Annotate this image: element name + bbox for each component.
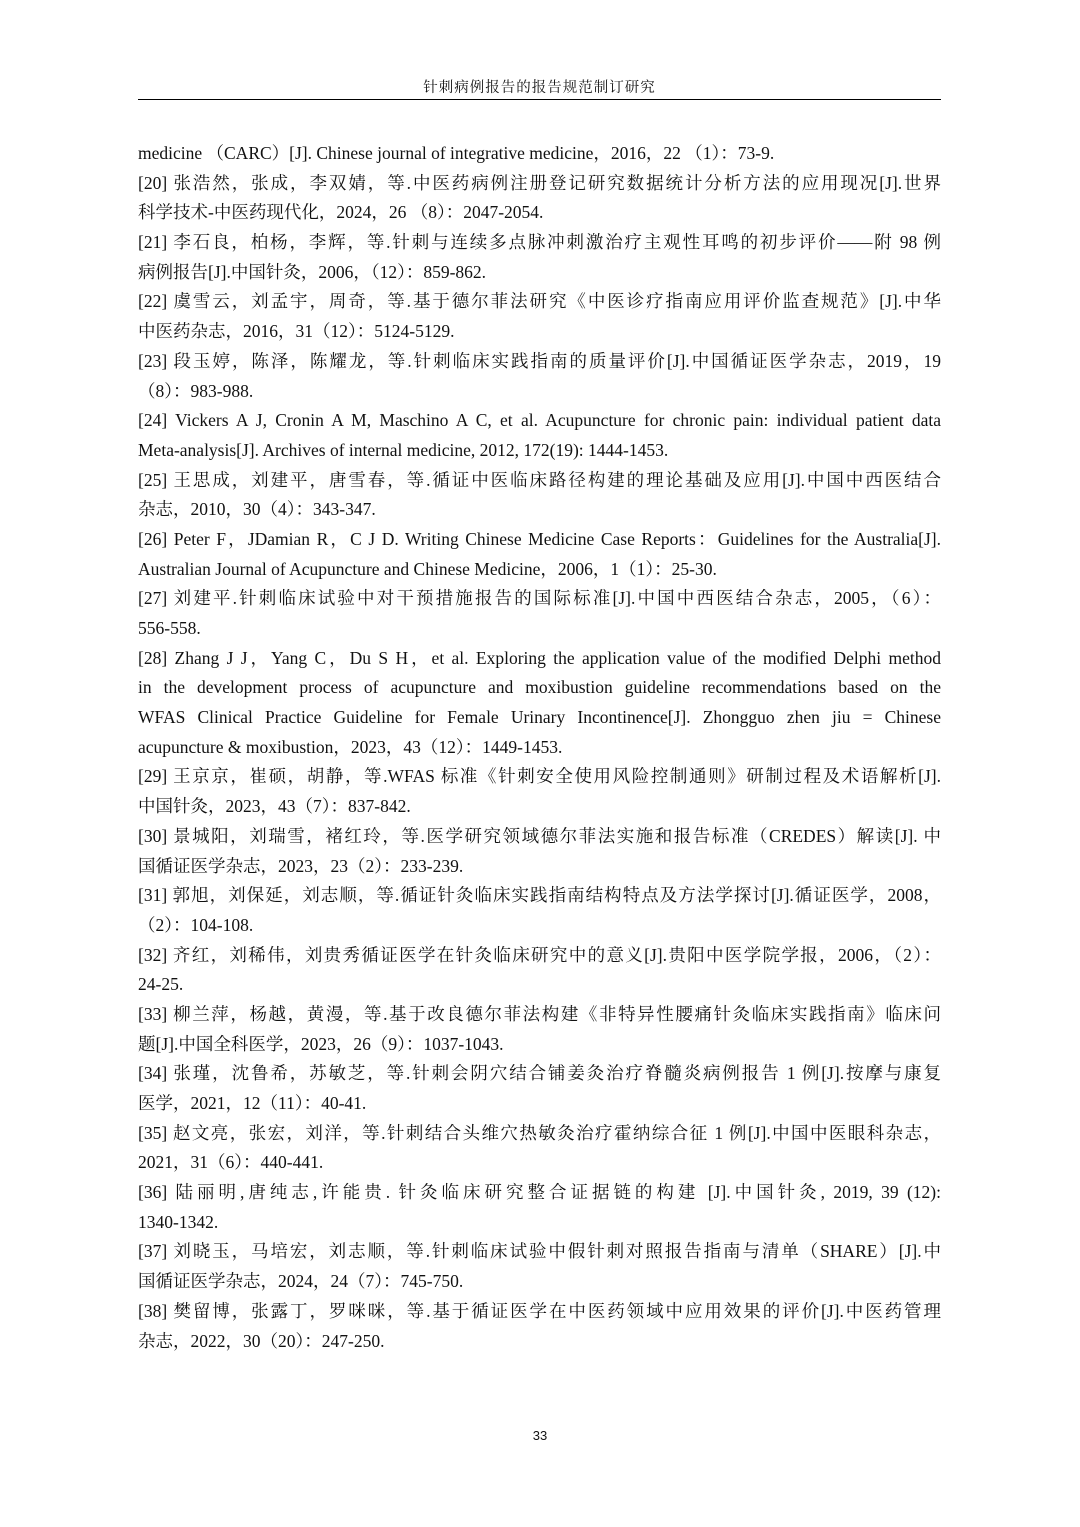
reference-line: 医学，2021，12（11）：40-41. [138,1093,367,1113]
reference-line: 病例报告[J].中国针灸，2006，（12）：859-862. [138,261,487,282]
reference-line: [22] 虞雪云，刘孟宇，周奇，等.基于德尔菲法研究《中医诊疗指南应用评价监查规范》[J].中华 [138,291,941,312]
reference-line: [37] 刘晓玉，马培宏，刘志顺，等.针刺临床试验中假针刺对照报告指南与清单（SHARE）[J].中 [138,1241,941,1262]
reference-entry [138,406,941,465]
reference-line: medicine （CARC）[J]. Chinese journal of integrative medicine，2016，22 （1）：73-9. [138,143,775,163]
reference-line: 中国针灸，2023，43（7）：837-842. [138,796,411,817]
reference-line: 国循证医学杂志，2024，24（7）：745-750. [138,1271,464,1292]
reference-entry [138,228,941,287]
reference-entry [138,1119,941,1178]
reference-entry [138,525,941,584]
reference-line: [26] Peter F，JDamian R，C J D. Writing Chinese Medicine Case Reports：Guidelines for the Australia[J]. [138,528,941,549]
reference-line: [21] 李石良，柏杨，李辉，等.针刺与连续多点脉冲刺激治疗主观性耳鸣的初步评价——附 98 例 [138,232,941,253]
reference-line: 24-25. [138,974,184,995]
reference-entry [138,1000,941,1059]
reference-line: [24] Vickers A J, Cronin A M, Maschino A C, et al. Acupuncture for chronic pain: individual patient data [138,410,941,431]
reference-line: （8）：983-988. [138,380,254,401]
page-number: 33 [532,1428,548,1443]
reference-entry [138,169,941,228]
reference-line: 题[J].中国全科医学，2023，26（9）：1037-1043. [138,1033,504,1054]
reference-line: [28] Zhang J J，Yang C，Du S H，et al. Exploring the application value of the modified Delphi method [138,647,941,668]
reference-line: Australian Journal of Acupuncture and Chinese Medicine，2006，1（1）：25-30. [138,558,717,579]
header-divider [138,99,941,100]
reference-line: 杂志，2022，30（20）：247-250. [138,1330,385,1351]
reference-list [138,139,941,1356]
reference-entry [138,822,941,881]
reference-line: [35] 赵文亮，张宏，刘洋，等.针刺结合头维穴热敏灸治疗霍纳综合征 1 例[J].中国中医眼科杂志， [138,1122,941,1143]
reference-entry [138,466,941,525]
reference-line: [25] 王思成，刘建平，唐雪春，等.循证中医临床路径构建的理论基础及应用[J].中国中西医结合 [138,469,941,490]
reference-line: [38] 樊留博，张露丁，罗咪咪，等.基于循证医学在中医药领域中应用效果的评价[J].中医药管理 [138,1300,941,1321]
reference-entry [138,287,941,346]
reference-line: Meta-analysis[J]. Archives of internal medicine, 2012, 172(19): 1444-1453. [138,439,669,460]
reference-entry [138,881,941,940]
reference-entry [138,1237,941,1296]
reference-line: [33] 柳兰萍，杨越，黄漫，等.基于改良德尔菲法构建《非特异性腰痛针灸临床实践指南》临床问 [138,1003,941,1024]
reference-entry [138,762,941,821]
reference-line: in the development process of acupuncture and moxibustion guideline recommendations based on the [138,677,941,698]
reference-entry [138,941,941,1000]
reference-entry [138,1059,941,1118]
reference-line: 科学技术-中医药现代化，2024，26 （8）：2047-2054. [138,202,544,223]
reference-line: 556-558. [138,618,201,638]
reference-line: 中医药杂志，2016，31（12）：5124-5129. [138,321,455,342]
reference-line: [30] 景城阳，刘瑞雪，褚红玲，等.医学研究领域德尔菲法实施和报告标准（CREDES）解读[J]. 中 [138,825,941,846]
reference-entry [138,584,941,643]
reference-line: 杂志，2010，30（4）：343-347. [138,499,376,520]
reference-line: [29] 王京京，崔硕，胡静，等.WFAS 标准《针刺安全使用风险控制通则》研制过程及术语解析[J]. [138,766,941,787]
reference-entry [138,139,941,169]
reference-line: [32] 齐红，刘稀伟，刘贵秀循证医学在针灸临床研究中的意义[J].贵阳中医学院学报，2006，（2）： [138,944,941,965]
reference-line: [20] 张浩然，张成，李双婧，等.中医药病例注册登记研究数据统计分析方法的应用现况[J].世界 [138,172,941,193]
reference-line: [23] 段玉婷，陈泽，陈耀龙，等.针刺临床实践指南的质量评价[J].中国循证医学杂志，2019，19 [138,350,941,371]
running-header: 针刺病例报告的报告规范制订研究 [423,80,656,96]
reference-line: [27] 刘建平.针刺临床试验中对干预措施报告的国际标准[J].中国中西医结合杂志，2005，（6）： [138,588,941,609]
reference-line: 2021，31（6）：440-441. [138,1152,324,1173]
reference-entry [138,1178,941,1237]
reference-entry [138,644,941,763]
reference-line: 国循证医学杂志，2023，23（2）：233-239. [138,855,464,876]
reference-entry [138,347,941,406]
reference-line: [36] 陆丽明,唐纯志,许能贵. 针灸临床研究整合证据链的构建 [J].中国针灸, 2019, 39 (12): [138,1182,941,1203]
reference-entry [138,1297,941,1356]
reference-line: [34] 张瑾，沈鲁希，苏敏芝，等.针刺会阴穴结合铺姜灸治疗脊髓炎病例报告 1 例[J].按摩与康复 [138,1063,941,1084]
reference-line: 1340-1342. [138,1211,219,1232]
reference-line: WFAS Clinical Practice Guideline for Female Urinary Incontinence[J]. Zhongguo zhen jiu = Chinese [138,707,941,728]
reference-line: acupuncture & moxibustion，2023，43（12）：1449-1453. [138,736,563,757]
reference-line: （2）：104-108. [138,914,254,935]
reference-line: [31] 郭旭，刘保延，刘志顺，等.循证针灸临床实践指南结构特点及方法学探讨[J].循证医学，2008， [138,885,941,906]
